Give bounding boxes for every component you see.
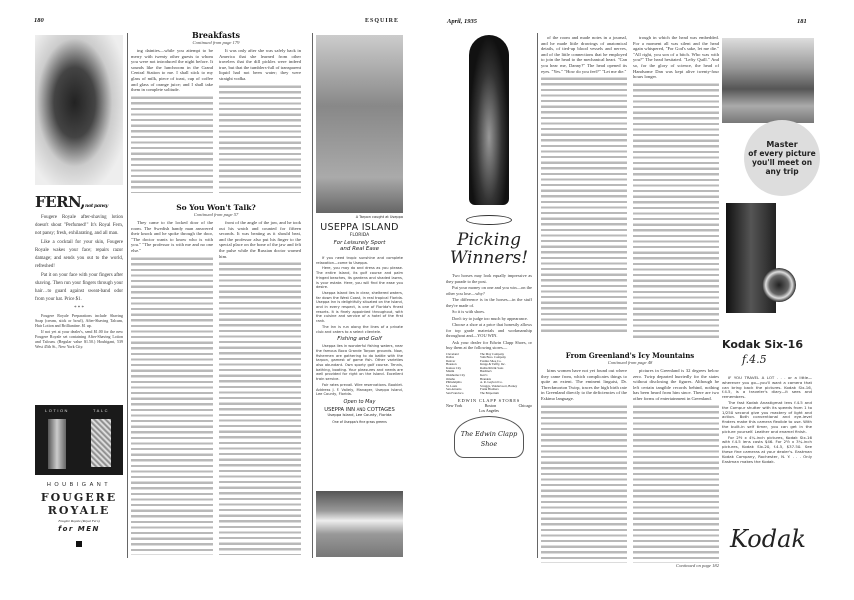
lotion-bottle bbox=[48, 419, 66, 469]
article-column: ing dainties—while you attempt to be merry with twenty other guests to whom you were not introduced the night before. It sounds like the lunchroom in the Grand Central Station to me. I shall stick to my glass of milk, piece of toast, cup of coffee and glass of orange juice; and I shall take them in complete solitude. bbox=[131, 48, 213, 93]
open-to-may: Open to May bbox=[343, 398, 376, 405]
ad-paragraph: The difference is in the horses—in the stuff they're made of. bbox=[446, 297, 532, 308]
ad-paragraph: Fair rates prevail. Wire reservations. Booklet. Address J. F. Valiely, Manager, Useppa Island, Lee County, Florida. bbox=[316, 382, 403, 397]
useppa-title: USEPPA ISLAND bbox=[320, 222, 399, 233]
edwin-clapp-ad bbox=[446, 35, 532, 580]
kodak-signature-logo: Kodak bbox=[730, 525, 806, 553]
breakfasts-article bbox=[131, 30, 301, 193]
subhead-fishing-golf: Fishing and Golf bbox=[337, 336, 382, 343]
useppa-state: FLORIDA bbox=[349, 233, 370, 238]
text-lines bbox=[541, 403, 627, 563]
store-row bbox=[446, 392, 532, 396]
store-city: Omaha bbox=[446, 376, 455, 381]
fougere-body bbox=[35, 214, 123, 349]
store-name: The Emporium bbox=[480, 391, 499, 396]
ad-paragraph: The Inn is run along the lines of a private club and caters to a select clientele. bbox=[316, 324, 403, 334]
store-name: Rothschild & Sons bbox=[480, 365, 504, 370]
text-lines bbox=[219, 260, 301, 555]
mountain-photo bbox=[722, 38, 814, 123]
article-column: It was only after she was safely back in America that she learned from other travelers that the dill pickles were indeed true, but that the tumblers-full of transparent liquid had not been water; they were straight vodka. bbox=[219, 48, 301, 81]
fougere-paragraph: Fougere Royale after-shaving lotion doesn't shout "Perfumed!" It's Royal Fern, not pansy; fresh, exhilarating, and all man. bbox=[35, 215, 123, 236]
text-lines bbox=[541, 75, 627, 335]
photo-caption: One of Useppa's fine grass greens bbox=[332, 419, 387, 424]
store-city: New York bbox=[446, 402, 463, 408]
product-photo bbox=[35, 405, 123, 475]
ad-paragraph: Ask your dealer for Edwin Clapp Shoes, or buy them at the following stores— bbox=[446, 339, 532, 350]
fougere-royale-ad bbox=[35, 35, 123, 555]
picking-winners-headline bbox=[446, 231, 532, 267]
store-city: Houston bbox=[446, 362, 457, 367]
store-city: Kansas City bbox=[446, 365, 462, 370]
talc-tin bbox=[91, 419, 111, 467]
lens-spec: f.4.5 bbox=[742, 353, 767, 366]
tarpon-photo bbox=[316, 35, 403, 213]
store-city: Los Angeles bbox=[479, 407, 499, 413]
shoe-photo bbox=[469, 35, 509, 205]
masthead: ESQUIRE bbox=[365, 18, 400, 24]
logo-text: The Edwin Clapp Shoe bbox=[460, 429, 518, 448]
continued-note: Continued from page 57 bbox=[193, 212, 239, 217]
column-rule bbox=[127, 33, 128, 558]
talc-label: TALC bbox=[93, 408, 109, 413]
page-number-right: 181 bbox=[797, 18, 807, 25]
ad-paragraph: Two horses may look equally impressive as they parade to the post. bbox=[446, 273, 532, 284]
continued-note: Continued from page 179 bbox=[192, 40, 240, 45]
preparations-note: Fougere Royale Preparations include Shaving Soap (cream, stick or bowl), After-Shaving Talcum, Hair Lotion and Brilliantine. $1 up. bbox=[35, 313, 123, 328]
fougere-paragraph: Like a cocktail for your skin, Fougere Royale wakes your face; repairs razor damage; and sends you out to the world, refreshed! bbox=[35, 240, 123, 269]
story-continuation bbox=[541, 35, 719, 345]
photo-caption: A Tarpon caught at Useppa bbox=[355, 215, 403, 219]
text-lines bbox=[219, 83, 301, 193]
store-city: Boston bbox=[484, 402, 497, 408]
greenland-article bbox=[541, 351, 719, 568]
product-name: Kodak Six-16 bbox=[722, 338, 803, 351]
edwin-clapp-logo bbox=[454, 416, 524, 458]
store-city: Cleveland bbox=[446, 351, 459, 356]
text-lines bbox=[131, 94, 213, 193]
headline-fern: FERN, bbox=[35, 193, 86, 211]
continued-note: Continued from page 48 bbox=[607, 360, 653, 365]
store-city: Miami bbox=[446, 369, 455, 374]
bubble-line: Master bbox=[766, 140, 798, 149]
offer-note: If not yet at your dealer's, send $1.00 for the new Fougere Royale set containing After-Shaving Lotion and Talcum. (Regular value $1.50.) Houbigant, 539 West 45th St., New York City. bbox=[35, 329, 123, 349]
store-name: Brandeis bbox=[480, 376, 491, 381]
headline-line: Winners! bbox=[449, 248, 529, 268]
store-city: San Antonio bbox=[446, 387, 462, 392]
article-column: kims women have not yet found out where they came from, which complicates things to quite an extent. The eminent linguist, Dr. Threckmorton Twirp, traces the high birth rate in Greenland directly to the deficiencies of the Eskimo language. bbox=[541, 368, 627, 401]
ad-paragraph: Useppa Island lies in clear, sheltered waters, far down the West Coast, in real tropical Florida. Useppa Inn is delightfully situated on the Island, and in every respect, is one of Florida's finest resorts. It is finely appointed throughout, with the cuisine and service of a hotel of the first rank. bbox=[316, 290, 403, 324]
column-rule bbox=[312, 33, 313, 558]
store-city: Dallas bbox=[446, 355, 454, 360]
store-city: Philadelphia bbox=[446, 380, 462, 385]
fougere-paragraph: Pat it on your face with your fingers after shaving. Then run your fingers through your hair…to guard against sweat-band odor from your hat. Price $1. bbox=[35, 273, 123, 302]
article-column: of the room and made notes in a journal, and he made little drawings of anatomical details, of tied-up blood vessels and nerves, and of the little connections that he employed to join the head to the mechanical heart. "Can you hear me, Danny?" The head opened its eyes. "Yes." "How do you feel?" "Let me die." bbox=[541, 35, 627, 74]
camera-lens bbox=[762, 268, 796, 302]
store-name: Fontius Shoe Co. bbox=[480, 358, 502, 363]
inn-name: USEPPA INN and COTTAGES bbox=[324, 406, 395, 413]
store-name: A. R. Gaylord Co. bbox=[480, 380, 503, 385]
brand-houbigant: HOUBIGANT bbox=[46, 482, 112, 488]
store-name: The May Company bbox=[480, 351, 505, 356]
golf-green-photo bbox=[316, 491, 403, 557]
fougere-headline bbox=[35, 193, 123, 211]
headline-tail: not pansy bbox=[85, 203, 108, 209]
store-name: Krupp & Tuffly, Inc. bbox=[480, 362, 506, 367]
store-city: Oklahoma City bbox=[446, 373, 465, 378]
article-title: From Greenland's Icy Mountains bbox=[565, 351, 695, 360]
store-name: Frank Brothers bbox=[480, 387, 499, 392]
ad-paragraph: Choose a shoe at a price that honestly allows for top grade materials and workmanship throughout and—YOU WIN. bbox=[446, 322, 532, 338]
headline-line: Picking bbox=[457, 230, 521, 250]
ad-paragraph: So it is with shoes. bbox=[452, 309, 486, 314]
tagline-bubble bbox=[744, 120, 820, 196]
store-name: Scruggs, Vandervoort, Barney bbox=[480, 383, 518, 388]
stars-divider: * * * bbox=[74, 306, 84, 311]
so-you-wont-talk-article bbox=[131, 203, 301, 555]
inn-address: Useppa Island, Lee County, Florida bbox=[327, 412, 392, 417]
article-column: front of the angle of the jaw, and he took out his watch and counted for fifteen seconds. It was beating as it should beat, and the professor also put his finger to the special place on the bone of the jaw and felt the pulse while the Russian doctor warned him. bbox=[219, 220, 301, 259]
text-lines bbox=[633, 403, 719, 563]
horse-whip-drawing bbox=[466, 215, 512, 225]
own-stores bbox=[446, 403, 532, 408]
for-men-tag: for MEN bbox=[58, 525, 100, 533]
slogan-line: For Leisurely Sport bbox=[333, 240, 386, 246]
ad-paragraph: For 2½ x 4¼-inch pictures, Kodak Six-16 with f.4.5 lens costs $46. For 2½ x 3¼-inch pictures, Kodak Six-20, f.4.5, $37.50. See these fine cameras at your dealer's. Eastman Kodak Company, Rochester, N. Y. . . . Only Eastman makes the Kodak. bbox=[722, 434, 812, 464]
store-city: Denver bbox=[446, 358, 456, 363]
store-name: Burdine's bbox=[480, 369, 492, 374]
continued-on-note: Continued on page 182 bbox=[676, 563, 719, 568]
bubble-line: of every picture bbox=[748, 149, 816, 158]
store-city: Chicago bbox=[518, 402, 532, 408]
store-city: San Francisco bbox=[446, 391, 464, 396]
ad-paragraph: Put your money on one and you win—on the other you lose—why? bbox=[446, 285, 532, 296]
store-name: Kerr's bbox=[480, 373, 488, 378]
slogan-line: and Real Ease bbox=[339, 246, 380, 252]
man-portrait-photo bbox=[35, 35, 123, 185]
ad-paragraph: The fast Kodak Anastigmat lens f.4.5 and the Compur shutter with its speeds from 1 to 1/250 second give you mastery of light and action. Both conventional and eye-level finders make this camera flexible to use. With the built-in self timer, you can get in the picture yourself. Leather and enamel finish. bbox=[722, 399, 812, 434]
ad-paragraph: Here, you may do and dress as you please. The entire Island, its golf course and palm fringed beaches, its gardens and shaded lawns, is your estate. Here, you will find the ease you desire. bbox=[316, 266, 403, 290]
ad-paragraph: Don't try to judge too much by appearance. bbox=[452, 315, 528, 321]
store-list bbox=[446, 353, 532, 396]
ad-paragraph: Useppa lies in wonderful fishing waters, near the famous Boca Grande Tarpon grounds. Now, fishermen are gathering to do battle with the tarpon, gamest of game fish. Other varieties also abundant. Own sporty golf course. Tennis, bathing, boating. Your pleasures and needs are well provided for right on the Island. Excellent train service. bbox=[316, 344, 404, 382]
product-name-line2: ROYALE bbox=[47, 504, 111, 517]
text-lines bbox=[633, 81, 719, 341]
bubble-line: any trip bbox=[765, 167, 799, 176]
stores-heading: EDWIN CLAPP STORES bbox=[457, 397, 521, 403]
article-column: pictures in Greenland is 32 degrees below zero. Twirp departed hurriedly for the states without disclosing the figures. Although he left certain tangible records behind, nothing has been heard from him since. There are two other forms of entertainment in Greenland. bbox=[633, 368, 719, 401]
issue-date: April, 1935 bbox=[447, 18, 477, 25]
lotion-label: LOTION bbox=[45, 408, 69, 413]
page-number-left: 180 bbox=[34, 17, 44, 24]
product-name-line1: FOUGERE bbox=[40, 491, 118, 504]
useppa-island-ad bbox=[316, 35, 403, 557]
text-lines bbox=[131, 255, 213, 555]
ad-paragraph: IF YOU TRAVEL A LOT . . . or a little—wherever you go—you'll want a camera that can bring back the pictures. Kodak Six-16, f.4.5, is a traveler's diary—it sees and remembers. bbox=[722, 375, 812, 400]
bubble-line: you'll meet on bbox=[751, 158, 813, 167]
article-column: trough in which the head was embedded. For a moment all was silent and the head again whispered, "For God's sake, let me die." "All right, you son of a bitch. Who was with you?" The head hesitated. "Lefty Quill." And so, for the glory of science, the head of Handsome Dan was kept alive twenty-four hours longer. bbox=[633, 35, 719, 80]
article-title: Breakfasts bbox=[191, 30, 241, 40]
end-mark bbox=[76, 541, 82, 547]
article-column: They came to the locked door of the room. The Swedish handy man answered their knock and he spoke through the door, "The doctor wants to know who is with you." "The professor is with me and no one else." bbox=[131, 220, 213, 253]
kodak-ad bbox=[722, 38, 814, 558]
store-city: St. Louis bbox=[446, 383, 458, 388]
product-tagline: Fougère Royale (Royal Fern) bbox=[58, 519, 100, 523]
ad-paragraph: If you need tropic sunshine and complete relaxation—come to Useppa. bbox=[316, 256, 403, 265]
column-rule bbox=[537, 33, 538, 558]
store-name: Volk Bros. Company bbox=[480, 355, 506, 360]
article-title: So You Won't Talk? bbox=[176, 203, 256, 212]
